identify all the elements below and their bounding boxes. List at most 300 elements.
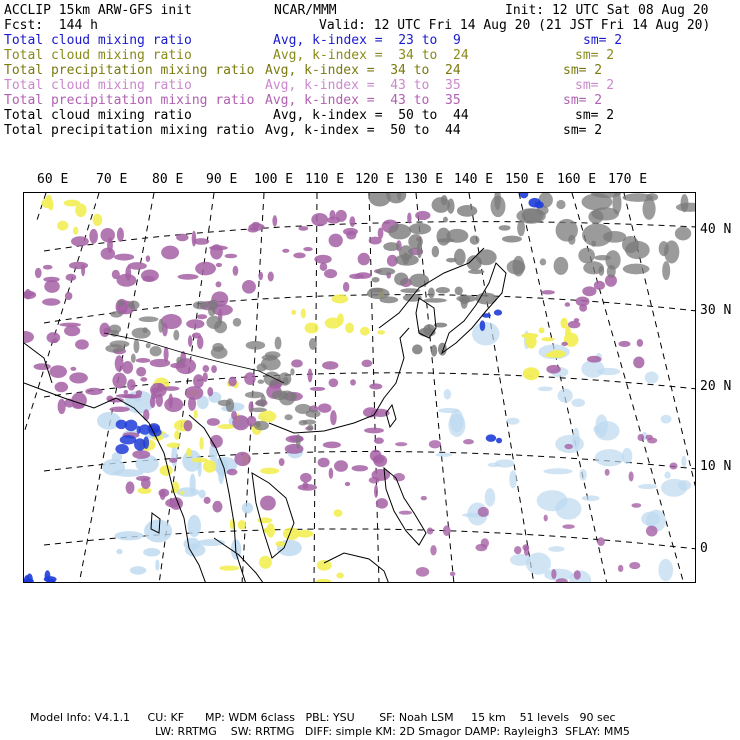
precip-purple xyxy=(197,336,204,349)
precip-purple xyxy=(115,355,124,371)
precip-purple xyxy=(227,469,238,476)
cloud-gray xyxy=(150,346,162,356)
lon-line xyxy=(36,193,46,223)
cloud-gray xyxy=(379,296,398,303)
cloud-gray xyxy=(118,300,124,306)
cloud-gray xyxy=(591,241,596,247)
precip-purple xyxy=(376,498,388,509)
precip-purple xyxy=(597,537,605,546)
precip-purple xyxy=(582,286,596,296)
cloud-gray xyxy=(417,241,422,258)
cloud-gray xyxy=(568,235,575,245)
precip-purple xyxy=(184,420,193,431)
cloud-gray xyxy=(193,301,209,309)
cloud-gray xyxy=(264,372,281,386)
precip-purple xyxy=(193,374,204,388)
cloud-light-blue xyxy=(485,488,496,507)
cloud-gray xyxy=(208,305,216,316)
precip-purple xyxy=(34,363,51,370)
precip-purple xyxy=(364,428,384,434)
precip-purple xyxy=(210,244,223,259)
precip-purple xyxy=(285,444,304,454)
cloud-gray xyxy=(108,325,121,334)
cloud-yellow xyxy=(203,460,216,473)
cloud-gray xyxy=(132,328,151,339)
precip-purple xyxy=(69,372,88,383)
legend-field: Total precipitation mixing ratio xyxy=(4,63,255,78)
precip-purple xyxy=(362,360,373,367)
cloud-blue xyxy=(115,444,128,454)
legend-row xyxy=(4,93,734,108)
cloud-yellow xyxy=(194,410,198,419)
cloud-yellow xyxy=(523,367,540,380)
cloud-light-blue xyxy=(664,472,670,479)
cloud-gray xyxy=(605,250,620,269)
cloud-yellow xyxy=(218,424,235,429)
graticule xyxy=(24,193,696,583)
cloud-gray xyxy=(507,260,526,275)
cloud-light-blue xyxy=(114,531,143,540)
cloud-gray xyxy=(432,246,439,257)
cloud-gray xyxy=(431,345,437,357)
precip-purple xyxy=(49,365,67,378)
cloud-light-blue xyxy=(558,389,573,403)
precip-purple xyxy=(522,544,529,550)
legend-avg: Avg, k-index = 50 to 44 xyxy=(273,108,469,123)
precip-purple xyxy=(268,272,274,282)
precip-purple xyxy=(85,388,102,395)
lon-label: 150 E xyxy=(505,172,545,187)
precip-purple xyxy=(157,383,163,392)
cloud-gray xyxy=(158,319,163,333)
precip-purple xyxy=(161,246,179,260)
cloud-gray xyxy=(249,408,266,413)
precip-purple xyxy=(345,482,350,486)
precip-purple xyxy=(160,490,166,501)
precip-purple xyxy=(151,393,157,400)
coastline-taiwan xyxy=(386,405,396,427)
cloud-light-blue xyxy=(218,461,225,484)
precip-purple xyxy=(429,440,441,448)
cloud-gray xyxy=(454,249,466,266)
precip-purple xyxy=(322,361,338,370)
cloud-gray xyxy=(646,193,658,201)
cloud-yellow xyxy=(526,335,537,349)
cloud-light-blue xyxy=(144,520,172,543)
cloud-yellow xyxy=(259,556,272,569)
precip-purple xyxy=(463,439,474,444)
legend-sm: sm= 2 xyxy=(563,93,603,108)
cloud-gray xyxy=(423,324,435,335)
cloud-yellow xyxy=(93,214,103,226)
cloud-blue xyxy=(486,434,497,442)
precip-purple xyxy=(293,252,305,258)
cloud-light-blue xyxy=(188,515,201,537)
cloud-gray xyxy=(372,277,380,283)
precip-purple xyxy=(207,418,220,426)
cloud-gray xyxy=(258,380,265,384)
cloud-gray xyxy=(461,297,468,309)
precip-purple xyxy=(407,212,411,223)
precip-purple xyxy=(52,338,58,343)
cloud-yellow xyxy=(160,465,173,476)
lon-label: 130 E xyxy=(404,172,444,187)
precip-purple xyxy=(430,545,436,555)
precip-purple xyxy=(188,397,196,411)
precip-purple xyxy=(565,302,571,306)
precip-purple xyxy=(216,281,222,287)
cloud-gray xyxy=(176,357,182,364)
cloud-gray xyxy=(283,377,289,385)
precip-purple xyxy=(629,471,634,481)
legend-field: Total cloud mixing ratio xyxy=(4,78,192,93)
map-panel xyxy=(23,192,696,583)
precip-purple xyxy=(169,458,177,463)
precip-purple xyxy=(216,263,222,267)
cloud-gray xyxy=(226,398,235,412)
cloud-yellow xyxy=(541,337,554,341)
precip-purple xyxy=(395,442,407,446)
cloud-gray xyxy=(457,205,477,217)
precip-purple xyxy=(128,262,147,270)
precip-purple xyxy=(132,450,150,459)
lat-label: 0 xyxy=(700,541,708,556)
cloud-gray xyxy=(499,225,511,231)
legend-row xyxy=(4,63,734,78)
precip-purple xyxy=(140,377,147,382)
cloud-gray xyxy=(383,242,399,251)
precip-purple xyxy=(374,438,384,444)
cloud-light-blue xyxy=(472,322,500,345)
precip-purple xyxy=(637,339,643,347)
cloud-yellow xyxy=(75,203,86,217)
cloud-gray xyxy=(554,257,569,275)
forecast-hour: Fcst: 144 h xyxy=(4,18,98,33)
cloud-yellow xyxy=(360,327,370,336)
cloud-light-blue xyxy=(661,415,672,424)
cloud-gray xyxy=(139,316,159,322)
precip-purple xyxy=(323,441,341,448)
legend-avg: Avg, k-index = 34 to 24 xyxy=(273,48,469,63)
cloud-gray xyxy=(275,337,282,350)
cloud-gray xyxy=(424,298,447,303)
legend-row xyxy=(4,123,734,138)
legend-avg: Avg, k-index = 43 to 35 xyxy=(265,93,461,108)
precip-purple xyxy=(343,228,358,235)
precip-purple xyxy=(58,399,66,414)
precip-purple xyxy=(244,372,255,385)
precip-purple xyxy=(100,228,114,242)
precip-purple xyxy=(136,358,151,363)
cloud-gray xyxy=(394,273,408,286)
cloud-blue xyxy=(45,570,51,582)
precip-purple xyxy=(373,455,385,463)
cloud-light-blue xyxy=(176,487,199,497)
cloud-gray xyxy=(409,274,429,288)
precip-purple xyxy=(303,482,309,489)
precip-purple xyxy=(122,361,133,374)
precip-purple xyxy=(66,274,77,281)
cloud-gray xyxy=(295,404,311,414)
lon-label: 120 E xyxy=(355,172,395,187)
precip-purple xyxy=(308,369,313,383)
precip-purple xyxy=(178,274,199,280)
precip-purple xyxy=(568,321,581,328)
precip-purple xyxy=(514,546,521,554)
precip-purple xyxy=(369,383,382,389)
precip-purple xyxy=(329,234,343,248)
cloud-gray xyxy=(603,231,626,243)
cloud-gray xyxy=(110,340,130,347)
precip-purple xyxy=(163,386,179,391)
precip-purple xyxy=(336,210,347,222)
cloud-gray xyxy=(625,241,650,259)
cloud-gray xyxy=(578,248,595,264)
cloud-light-blue xyxy=(582,495,600,501)
cloud-blue xyxy=(496,438,502,444)
cloud-gray xyxy=(173,330,179,341)
cloud-blue xyxy=(26,574,32,583)
legend-field: Total precipitation mixing ratio xyxy=(4,93,255,108)
cloud-gray xyxy=(290,368,294,375)
precip-purple xyxy=(329,468,334,479)
cloud-yellow xyxy=(336,573,344,579)
precip-purple xyxy=(618,341,630,347)
cloud-yellow xyxy=(257,517,272,523)
cloud-gray xyxy=(470,235,480,244)
cloud-gray xyxy=(446,258,457,263)
cloud-light-blue xyxy=(102,459,125,476)
precip-purple xyxy=(551,569,556,579)
precip-purple xyxy=(314,255,331,264)
cloud-gray xyxy=(307,425,313,431)
cloud-light-blue xyxy=(638,484,657,489)
mixing-ratio-fields xyxy=(24,193,696,583)
cloud-light-blue xyxy=(571,398,585,407)
cloud-light-blue xyxy=(444,389,451,399)
cloud-yellow xyxy=(260,468,279,475)
cloud-light-blue xyxy=(155,560,159,571)
cloud-blue xyxy=(535,201,544,208)
cloud-light-blue xyxy=(143,548,160,557)
cloud-gray xyxy=(502,236,522,243)
lon-label: 70 E xyxy=(96,172,128,187)
model-info-line1: Model Info: V4.1.1 CU: KF MP: WDM 6class PBL: YSU SF: Noah LSM 15 km 51 levels 90 sec xyxy=(30,711,616,724)
cloud-yellow xyxy=(167,443,181,448)
cloud-gray xyxy=(662,261,670,280)
lon-line xyxy=(519,193,607,583)
precip-purple xyxy=(211,365,217,373)
init-time: Init: 12 UTC Sat 08 Aug 20 xyxy=(505,3,709,18)
precip-purple xyxy=(329,378,339,387)
lat-label: 10 N xyxy=(700,459,732,474)
cloud-gray xyxy=(233,318,241,327)
cloud-gray xyxy=(468,269,484,274)
precip-purple xyxy=(43,277,59,282)
precip-purple xyxy=(443,525,451,536)
cloud-gray xyxy=(388,224,411,240)
cloud-gray xyxy=(206,316,221,329)
cloud-gray xyxy=(110,311,122,317)
precip-purple xyxy=(24,331,34,343)
legend-sm: sm= 2 xyxy=(575,48,615,63)
legend-row xyxy=(4,108,734,123)
cloud-gray xyxy=(438,343,447,356)
precip-purple xyxy=(272,215,277,227)
precip-purple xyxy=(35,268,42,278)
cloud-yellow xyxy=(186,448,191,457)
precip-purple xyxy=(109,407,129,412)
cloud-yellow xyxy=(48,202,54,211)
cloud-gray xyxy=(676,203,696,212)
precip-purple xyxy=(349,274,364,279)
cloud-yellow xyxy=(539,327,545,333)
precip-purple xyxy=(164,397,183,412)
precip-purple xyxy=(192,231,197,247)
precip-purple xyxy=(637,434,644,441)
cloud-light-blue xyxy=(116,549,122,554)
precip-purple xyxy=(197,314,208,319)
cloud-light-blue xyxy=(130,566,146,575)
precip-purple xyxy=(234,452,250,466)
precip-purple xyxy=(300,473,312,483)
precip-purple xyxy=(136,367,146,377)
cloud-yellow xyxy=(57,221,68,231)
cloud-gray xyxy=(256,421,261,427)
precip-purple xyxy=(176,234,188,242)
cloud-yellow xyxy=(46,195,52,203)
precip-purple xyxy=(399,511,412,515)
precip-purple xyxy=(55,382,68,392)
precip-purple xyxy=(334,460,348,472)
cloud-gray xyxy=(131,354,136,364)
precip-purple xyxy=(343,282,349,292)
precip-purple xyxy=(574,570,581,579)
precip-purple xyxy=(416,567,429,577)
legend-avg: Avg, k-index = 23 to 9 xyxy=(273,33,461,48)
cloud-yellow xyxy=(219,565,239,570)
precip-purple xyxy=(350,379,356,385)
cloud-blue xyxy=(116,420,127,430)
precip-purple xyxy=(203,372,208,382)
legend-sm: sm= 2 xyxy=(575,78,615,93)
precip-purple xyxy=(594,281,605,290)
cloud-yellow xyxy=(305,323,319,334)
cloud-gray xyxy=(402,252,409,264)
cloud-gray xyxy=(257,363,267,371)
cloud-gray xyxy=(581,193,612,210)
precip-purple xyxy=(143,409,149,420)
cloud-yellow xyxy=(301,308,306,318)
precip-purple xyxy=(478,507,489,517)
precip-purple xyxy=(70,367,76,371)
precip-purple xyxy=(298,226,308,231)
cloud-light-blue xyxy=(678,480,691,491)
cloud-gray xyxy=(260,395,266,407)
cloud-light-blue xyxy=(548,546,564,552)
precip-purple xyxy=(228,377,236,387)
cloud-yellow xyxy=(315,579,331,583)
cloud-light-blue xyxy=(526,553,551,575)
precip-purple xyxy=(71,236,89,246)
cloud-light-blue xyxy=(171,445,177,467)
precip-purple xyxy=(320,263,328,271)
cloud-gray xyxy=(556,200,565,209)
precip-purple xyxy=(324,269,337,278)
model-info-line2: LW: RRTMG SW: RRTMG DIFF: simple KM: 2D Smagor DAMP: Rayleigh3 SFLAY: MM5 xyxy=(155,725,630,738)
cloud-yellow xyxy=(377,330,385,335)
cloud-light-blue xyxy=(509,470,517,488)
precip-purple xyxy=(291,359,303,367)
map-canvas xyxy=(24,193,696,583)
precip-purple xyxy=(150,359,170,367)
cloud-yellow xyxy=(345,323,354,333)
precip-purple xyxy=(352,465,369,471)
cloud-light-blue xyxy=(595,414,607,437)
precip-purple xyxy=(421,496,427,500)
precip-purple xyxy=(117,227,124,241)
cloud-blue xyxy=(143,437,149,449)
precip-purple xyxy=(42,298,60,305)
precip-purple xyxy=(136,476,151,481)
cloud-light-blue xyxy=(579,469,586,481)
legend-avg: Avg, k-index = 50 to 44 xyxy=(265,123,461,138)
coastline-philippines xyxy=(384,468,426,545)
precip-purple xyxy=(282,249,289,253)
precip-purple xyxy=(212,501,222,513)
precip-purple xyxy=(186,319,204,328)
legend-row xyxy=(4,33,734,48)
precip-purple xyxy=(204,497,211,504)
legend-avg: Avg, k-index = 34 to 24 xyxy=(265,63,461,78)
lon-label: 170 E xyxy=(608,172,648,187)
precip-purple xyxy=(146,255,150,262)
precip-purple xyxy=(65,292,73,300)
cloud-light-blue xyxy=(543,468,572,474)
cloud-yellow xyxy=(549,350,565,358)
precip-purple xyxy=(112,373,126,389)
lat-label: 40 N xyxy=(700,222,732,237)
cloud-gray xyxy=(623,264,650,275)
cloud-yellow xyxy=(275,541,285,547)
precip-purple xyxy=(358,253,370,266)
cloud-light-blue xyxy=(538,386,553,391)
cloud-light-blue xyxy=(595,449,624,466)
cloud-blue xyxy=(494,310,502,316)
precip-purple xyxy=(647,438,657,444)
precip-purple xyxy=(629,562,640,569)
cloud-yellow xyxy=(263,528,271,534)
precip-purple xyxy=(207,387,213,396)
lon-label: 100 E xyxy=(254,172,294,187)
legend-row xyxy=(4,48,734,63)
precip-purple xyxy=(576,296,590,306)
cloud-yellow xyxy=(73,227,78,235)
precip-purple xyxy=(562,524,574,529)
cloud-yellow xyxy=(317,560,332,571)
precip-purple xyxy=(374,485,378,498)
legend-field: Total precipitation mixing ratio xyxy=(4,123,255,138)
legend-sm: sm= 2 xyxy=(563,123,603,138)
plot-title: ACCLIP 15km ARW-GFS init xyxy=(4,3,192,18)
precip-purple xyxy=(631,503,641,508)
precip-purple xyxy=(378,227,384,239)
cloud-gray xyxy=(675,227,691,241)
legend-row xyxy=(4,78,734,93)
precip-purple xyxy=(310,387,325,391)
cloud-light-blue xyxy=(507,418,520,425)
precip-purple xyxy=(330,410,337,425)
